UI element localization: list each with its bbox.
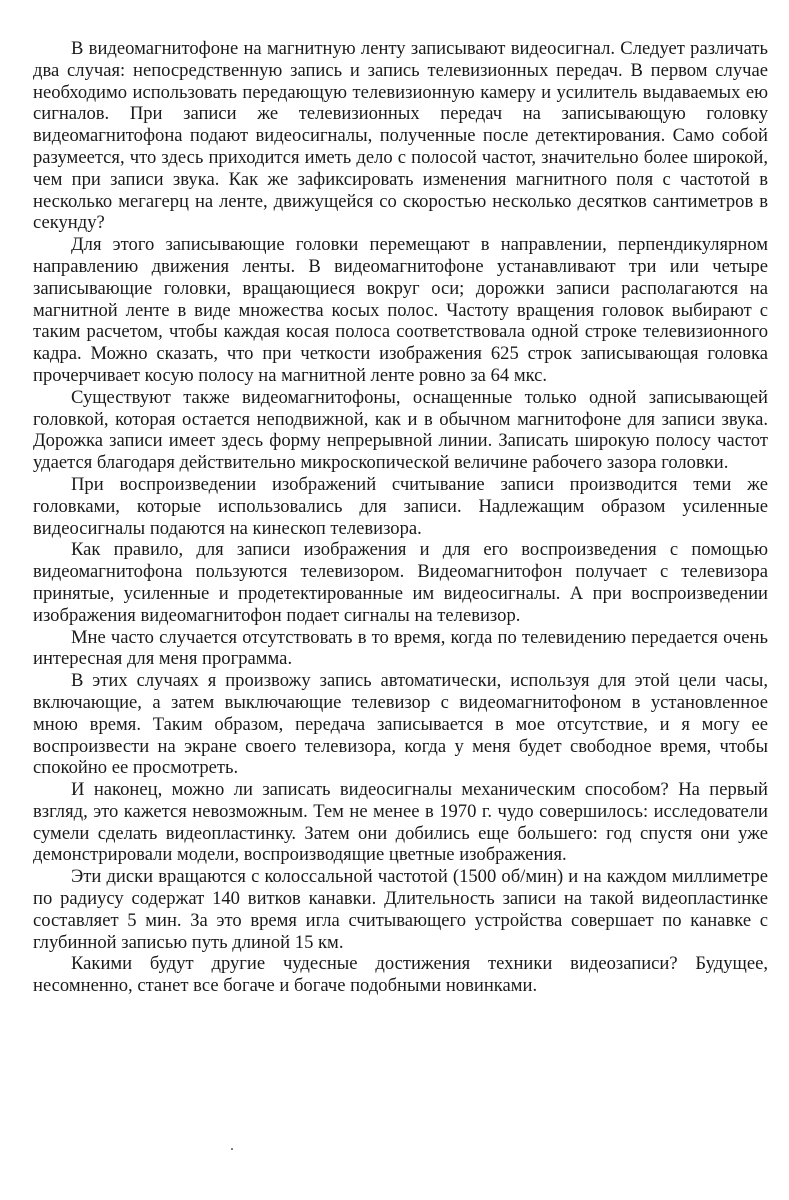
paragraph-4: При воспроизведении изображений считывание записи производится теми же головками, которые использовались для записи. Надлежащим образом усиленные видеосигналы подаются на кинескоп телевизора. bbox=[33, 473, 768, 539]
paragraph-3: Существуют также видеомагнитофоны, оснащенные только одной записывающей головкой, которая остается неподвижной, как и в обычном магнитофоне для записи звука. Дорожка записи имеет здесь форму непрерывной линии. Записать широкую полосу частот удается благодаря действительно микроскопической величине рабочего зазора головки. bbox=[33, 386, 768, 474]
paragraph-9: Эти диски вращаются с колоссальной частотой (1500 об/мин) и на каждом миллиметре по радиусу содержат 140 витков канавки. Длительность записи на такой видеопластинке составляет 5 мин. За это время игла считывающего устройства совершает по канавке с глубинной записью путь длиной 15 км. bbox=[33, 866, 768, 953]
document-page bbox=[33, 38, 768, 997]
paragraph-7: В этих случаях я произвожу запись автоматически, используя для этой цели часы, включающие, а затем выключающие телевизор с видеомагнитофоном в установленное мною время. Таким образом, передача записывается в мое отсутствие, и я могу ее воспроизвести на экране своего телевизора, когда у меня будет свободное время, чтобы спокойно ее просмотреть. bbox=[33, 670, 768, 779]
scan-speck bbox=[231, 1148, 233, 1150]
paragraph-6: Мне часто случается отсутствовать в то время, когда по телевидению передается очень интересная для меня программа. bbox=[33, 626, 768, 670]
paragraph-8: И наконец, можно ли записать видеосигналы механическим способом? На первый взгляд, это кажется невозможным. Тем не менее в 1970 г. чудо совершилось: исследователи сумели сделать видеопластинку. Затем они добились еще большего: год спустя они уже демонстрировали модели, воспроизводящие цветные изображения. bbox=[33, 779, 768, 866]
paragraph-10: Какими будут другие чудесные достижения техники видеозаписи? Будущее, несомненно, станет все богаче и богаче подобными новинками. bbox=[33, 953, 768, 997]
paragraph-2: Для этого записывающие головки перемещают в направлении, перпендикулярном направлению движения ленты. В видеомагнитофоне устанавливают три или четыре записывающие головки, вращающиеся вокруг оси; дорожки записи располагаются на магнитной ленте в виде множества косых полос. Частоту вращения головок выбирают с таким расчетом, чтобы каждая косая полоса соответствовала одной строке телевизионного кадра. Можно сказать, что при четкости изображения 625 строк записывающая головка прочерчивает косую полосу на магнитной ленте ровно за 64 мкс. bbox=[33, 234, 768, 386]
paragraph-1: В видеомагнитофоне на магнитную ленту записывают видеосигнал. Следует различать два случая: непосредственную запись и запись телевизионных передач. В первом случае необходимо использовать передающую телевизионную камеру и усилитель выдаваемых ею сигналов. При записи же телевизионных передач на записывающую головку видеомагнитофона подают видеосигналы, полученные после детектирования. Само собой разумеется, что здесь приходится иметь дело с полосой частот, значительно более широкой, чем при записи звука. Как же зафиксировать изменения магнитного поля с частотой в несколько мегагерц на ленте, движущейся со скоростью несколько десятков сантиметров в секунду? bbox=[33, 38, 768, 234]
paragraph-5: Как правило, для записи изображения и для его воспроизведения с помощью видеомагнитофона пользуются телевизором. Видеомагнитофон получает с телевизора принятые, усиленные и продетектированные им видеосигналы. А при воспроизведении изображения видеомагнитофон подает сигналы на телевизор. bbox=[33, 539, 768, 626]
